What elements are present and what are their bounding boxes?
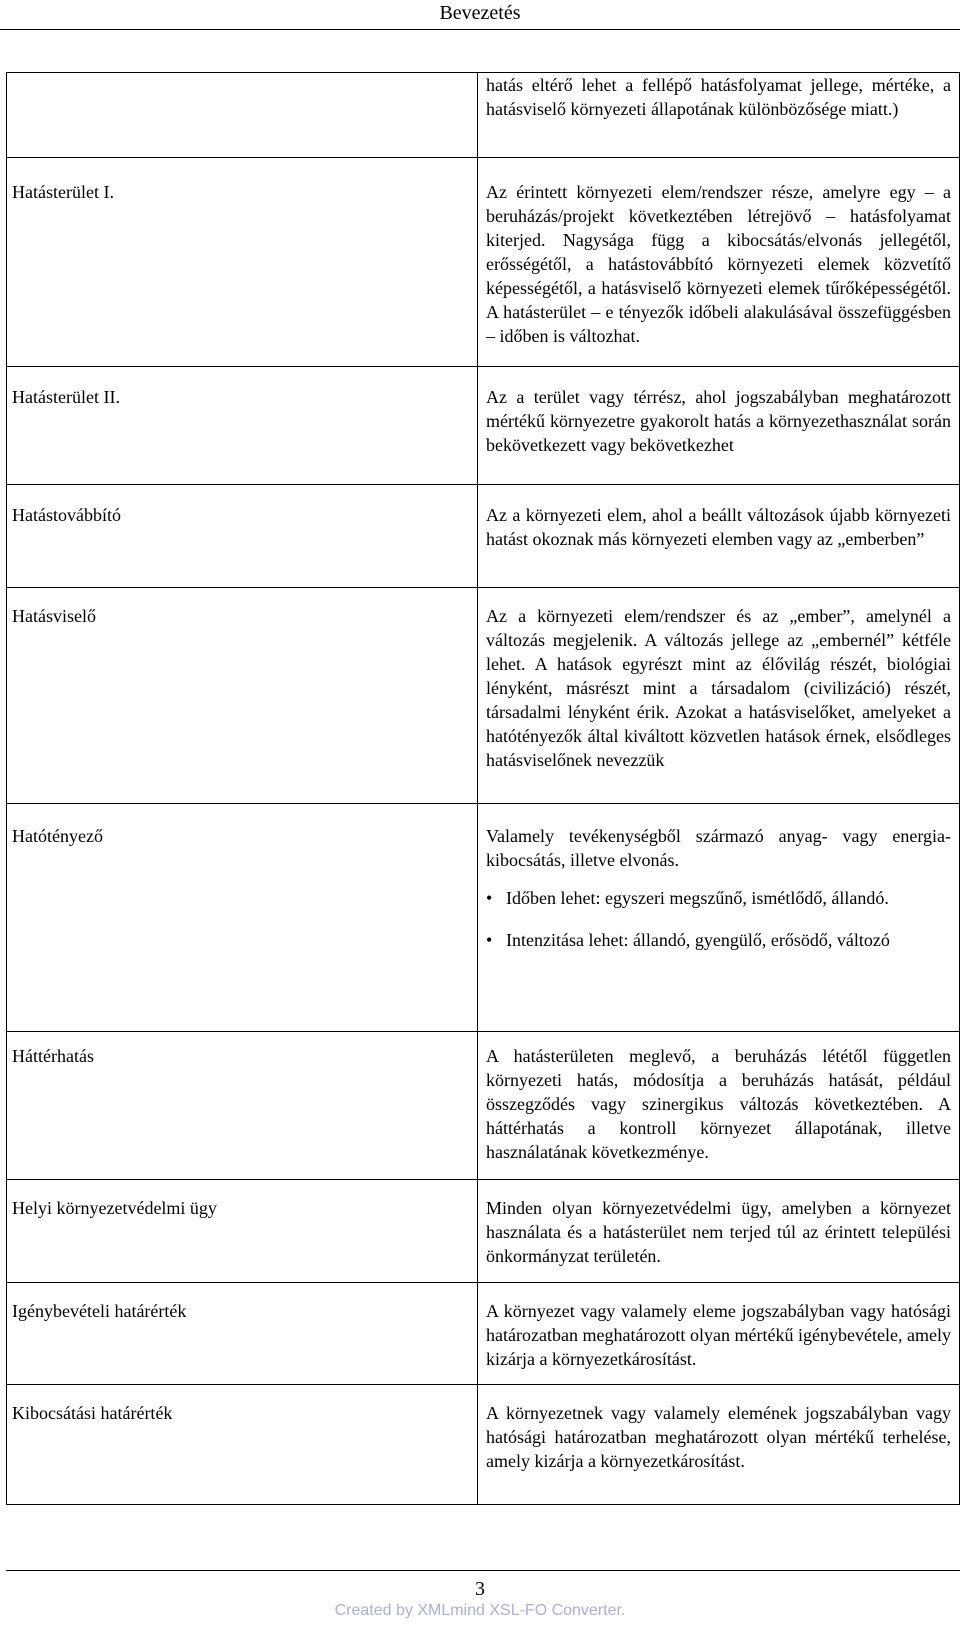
definition-text: hatás eltérő lehet a fellépő hatásfolyamat jellege, mértéke, a hatásviselő környezeti állapotának különbözősége miatt.) [486,75,951,119]
definition-cell [478,1385,960,1505]
table-row [7,1385,960,1505]
table-row [7,1032,960,1180]
term-cell [7,1385,478,1505]
term-text: Hatásterület I. [12,182,114,202]
term-cell [7,1283,478,1385]
term-text: Hatástovábbító [12,505,121,525]
table-row [7,588,960,804]
definition-cell [478,1180,960,1283]
table-row [7,804,960,1032]
definition-text: A környezet vagy valamely eleme jogszabályban vagy hatósági határozatban meghatározott olyan mértékű igénybevétele, amely kizárja a környezetkárosítást. [486,1301,951,1369]
glossary-table [6,72,960,1505]
definition-text: Az a környezeti elem/rendszer és az „ember”, amelynél a változás megjelenik. A változás jellege az „embernél” kétféle lehet. A hatások egyrészt mint az élővilág részét, biológiai lényként, másrészt mint a társadalom (civilizáció) részét, társadalmi lényként érik. Azokat a hatásviselőket, amelyeket a hatótényezők által kiváltott közvetlen hatások érnek, elsődleges hatásviselőnek nevezzük [486,606,951,770]
term-cell [7,1032,478,1180]
footer-rule [6,1570,960,1571]
list-item: • Intenzitása lehet: állandó, gyengülő, erősödő, változó [486,928,951,952]
term-cell [7,804,478,1032]
bullet-list [486,886,951,952]
list-item: • Időben lehet: egyszeri megszűnő, ismétlődő, állandó. [486,886,951,910]
definition-cell [478,485,960,588]
definition-text: Minden olyan környezetvédelmi ügy, amelyben a környezet használata és a hatásterület nem terjed túl az érintett települési önkormányzat területén. [486,1198,951,1266]
page-number: 3 [475,1578,485,1600]
term-text: Hatásviselő [12,606,96,626]
term-cell [7,367,478,485]
term-cell [7,485,478,588]
table-row [7,485,960,588]
definition-cell [478,804,960,1032]
definition-cell [478,588,960,804]
term-cell [7,73,478,158]
term-cell [7,1180,478,1283]
table-row [7,73,960,158]
term-text: Igénybevételi határérték [12,1301,187,1321]
term-cell [7,158,478,367]
table-row [7,367,960,485]
definition-text: A hatásterületen meglevő, a beruházás lététől független környezeti hatás, módosítja a beruházás hatását, például összegződés vagy szinergikus változás következtében. A háttérhatás a kontroll környezet állapotának, illetve használatának következménye. [486,1046,951,1162]
term-text: Kibocsátási határérték [12,1403,173,1423]
definition-cell [478,1283,960,1385]
table-row [7,1283,960,1385]
definition-cell [478,73,960,158]
definition-text: Az a környezeti elem, ahol a beállt változások újabb környezeti hatást okoznak más környezeti elemben vagy az „emberben” [486,505,951,549]
definition-cell [478,367,960,485]
term-text: Helyi környezetvédelmi ügy [12,1198,217,1218]
definition-cell [478,1032,960,1180]
converter-note: Created by XMLmind XSL-FO Converter. [334,1602,626,1619]
header-title: Bevezetés [439,2,521,24]
table-row [7,158,960,367]
definition-text: Valamely tevékenységből származó anyag- vagy energia-kibocsátás, illetve elvonás. [486,826,951,870]
definition-cell [478,158,960,367]
table-row [7,1180,960,1283]
definition-text: Az a terület vagy térrész, ahol jogszabályban meghatározott mértékű környezetre gyakorolt hatás a környezethasználat során bekövetkezett vagy bekövetkezhet [486,387,951,455]
page-header [0,0,960,30]
term-text: Hatásterület II. [12,387,120,407]
term-text: Hatótényező [12,826,103,846]
definition-text: Az érintett környezeti elem/rendszer része, amelyre egy – a beruházás/projekt következtében létrejövő – hatásfolyamat kiterjed. Nagysága függ a kibocsátás/elvonás jellegétől, erősségétől, a hatástovábbító környezeti elemek közvetítő képességétől, a hatásviselő környezeti elemek tűrőképességétől. A hatásterület – e tényezők időbeli alakulásával összefüggésben – időben is változhat. [486,182,951,346]
definition-text: A környezetnek vagy valamely elemének jogszabályban vagy hatósági határozatban meghatározott olyan mértékű terhelése, amely kizárja a környezetkárosítást. [486,1403,951,1471]
term-cell [7,588,478,804]
term-text: Háttérhatás [12,1046,94,1066]
